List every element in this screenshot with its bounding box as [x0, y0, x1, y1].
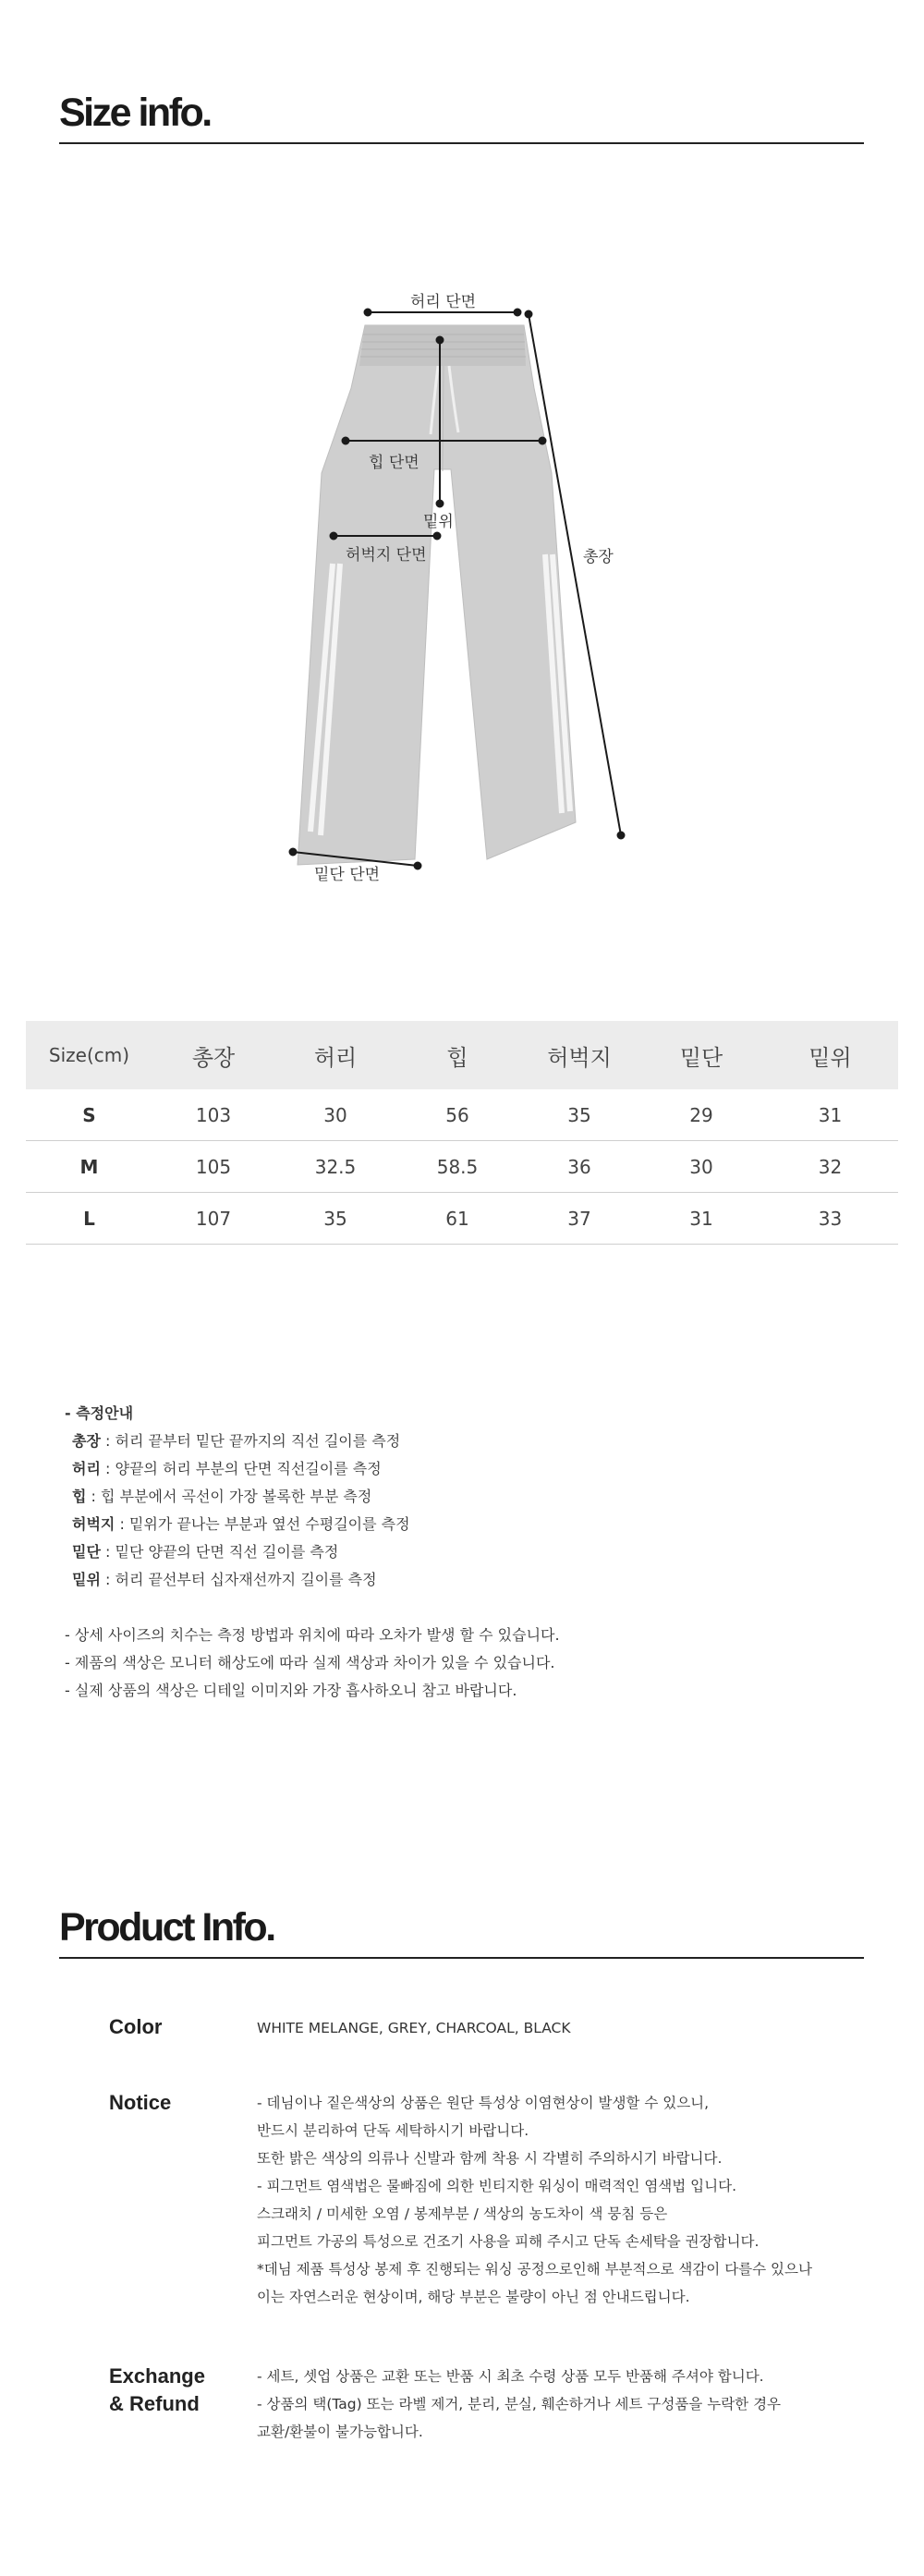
- notice-text: [257, 2089, 812, 2311]
- title-divider: [59, 1957, 864, 1959]
- table-row: [26, 1193, 898, 1245]
- measure-term: 밑위: [72, 1571, 101, 1588]
- table-cell: 32: [762, 1141, 898, 1193]
- waist-label: 허리 단면: [410, 293, 477, 311]
- table-cell: 37: [518, 1193, 640, 1245]
- header-thigh: 허벅지: [518, 1021, 640, 1089]
- header-rise: 밑위: [762, 1021, 898, 1089]
- table-cell: 61: [396, 1193, 518, 1245]
- exchange-label: Exchange: [109, 2364, 205, 2388]
- header-size: Size(cm): [26, 1021, 152, 1089]
- pants-size-diagram: [0, 277, 924, 905]
- measure-item: [65, 1566, 410, 1594]
- table-cell: 103: [152, 1089, 274, 1141]
- table-cell: 58.5: [396, 1141, 518, 1193]
- exchange-line: - 상품의 택(Tag) 또는 라벨 제거, 분리, 분실, 훼손하거나 세트 구성품을 누락한 경우: [257, 2396, 782, 2412]
- exchange-line: 교환/환불이 불가능합니다.: [257, 2424, 423, 2440]
- exchange-text: [257, 2363, 781, 2446]
- size-note: - 실제 상품의 색상은 디테일 이미지와 가장 흡사하오니 참고 바랍니다.: [65, 1682, 517, 1699]
- table-cell: 35: [274, 1193, 396, 1245]
- table-cell: 107: [152, 1193, 274, 1245]
- product-info-title: Product Info.: [59, 1905, 274, 1950]
- table-cell: 31: [640, 1193, 762, 1245]
- title-divider: [59, 142, 864, 144]
- table-cell: 33: [762, 1193, 898, 1245]
- size-table: [26, 1021, 898, 1245]
- size-table-header: [26, 1021, 898, 1089]
- measure-desc: : 허리 끝선부터 십자재선까지 길이를 측정: [100, 1571, 377, 1588]
- table-cell: 56: [396, 1089, 518, 1141]
- measure-desc: : 허리 끝부터 밑단 끝까지의 직선 길이를 측정: [100, 1432, 401, 1450]
- pants-illustration: [0, 277, 924, 905]
- measure-item: [65, 1538, 410, 1566]
- pants-waistband: [359, 325, 526, 366]
- header-hip: 힙: [396, 1021, 518, 1089]
- size-note: - 제품의 색상은 모니터 해상도에 따라 실제 색상과 차이가 있을 수 있습니다.: [65, 1654, 555, 1671]
- notice-line: *데님 제품 특성상 봉제 후 진행되는 워싱 공정으로인해 부분적으로 색감이 다를수 있으나: [257, 2261, 812, 2278]
- table-cell: 105: [152, 1141, 274, 1193]
- measure-desc: : 힙 부분에서 곡선이 가장 볼록한 부분 측정: [86, 1488, 372, 1505]
- color-label: Color: [109, 2015, 163, 2038]
- table-cell: 29: [640, 1089, 762, 1141]
- table-cell: 36: [518, 1141, 640, 1193]
- size-info-title: Size info.: [59, 91, 211, 135]
- notice-line: 스크래치 / 미세한 오염 / 봉제부분 / 색상의 농도차이 색 뭉침 등은: [257, 2205, 668, 2222]
- measure-term: 허리: [72, 1460, 101, 1477]
- thigh-label: 허벅지 단면: [346, 546, 427, 565]
- size-note: - 상세 사이즈의 치수는 측정 방법과 위치에 따라 오차가 발생 할 수 있습니다.: [65, 1626, 560, 1644]
- table-row: [26, 1141, 898, 1193]
- notice-line: 반드시 분리하여 단독 세탁하시기 바랍니다.: [257, 2122, 529, 2139]
- measure-desc: : 밑위가 끝나는 부분과 옆선 수평길이를 측정: [115, 1515, 410, 1533]
- measure-desc: : 밑단 양끝의 단면 직선 길이를 측정: [100, 1543, 339, 1561]
- table-cell: M: [26, 1141, 152, 1193]
- refund-label: & Refund: [109, 2392, 200, 2415]
- header-hem: 밑단: [640, 1021, 762, 1089]
- color-value: WHITE MELANGE, GREY, CHARCOAL, BLACK: [257, 2020, 571, 2036]
- table-cell: 31: [762, 1089, 898, 1141]
- notice-line: 또한 밝은 색상의 의류나 신발과 함께 착용 시 각별히 주의하시기 바랍니다.: [257, 2150, 723, 2167]
- table-row: [26, 1089, 898, 1141]
- measure-guide: [65, 1400, 410, 1594]
- notice-label: Notice: [109, 2091, 172, 2114]
- measure-item: [65, 1511, 410, 1538]
- measure-item: [65, 1483, 410, 1511]
- header-waist: 허리: [274, 1021, 396, 1089]
- hem-label: 밑단 단면: [314, 866, 381, 884]
- exchange-refund-label: [109, 2363, 205, 2418]
- measure-term: 밑단: [72, 1543, 101, 1561]
- notice-line: - 데님이나 짙은색상의 상품은 원단 특성상 이염현상이 발생할 수 있으니,: [257, 2095, 710, 2111]
- header-length: 총장: [152, 1021, 274, 1089]
- table-cell: 30: [274, 1089, 396, 1141]
- notice-line: 피그먼트 가공의 특성으로 건조기 사용을 피해 주시고 단독 손세탁을 권장합니다.: [257, 2233, 760, 2250]
- table-cell: S: [26, 1089, 152, 1141]
- size-notes: [65, 1622, 560, 1705]
- table-cell: L: [26, 1193, 152, 1245]
- measure-term: 힙: [72, 1488, 87, 1505]
- hip-label: 힙 단면: [369, 454, 419, 472]
- measure-item: [65, 1455, 410, 1483]
- length-label: 총장: [583, 548, 614, 566]
- notice-line: - 피그먼트 염색법은 물빠짐에 의한 빈티지한 워싱이 매력적인 염색법 입니다.: [257, 2178, 737, 2194]
- notice-line: 이는 자연스러운 현상이며, 해당 부분은 불량이 아닌 점 안내드립니다.: [257, 2289, 690, 2305]
- rise-label: 밑위: [423, 513, 454, 531]
- exchange-line: - 세트, 셋업 상품은 교환 또는 반품 시 최초 수령 상품 모두 반품해 주셔야 합니다.: [257, 2368, 764, 2385]
- measure-term: 총장: [72, 1432, 101, 1450]
- table-cell: 35: [518, 1089, 640, 1141]
- table-cell: 32.5: [274, 1141, 396, 1193]
- measure-item: [65, 1428, 410, 1455]
- measure-desc: : 양끝의 허리 부분의 단면 직선길이를 측정: [100, 1460, 382, 1477]
- measure-term: 허벅지: [72, 1515, 116, 1533]
- table-cell: 30: [640, 1141, 762, 1193]
- measure-guide-heading: - 측정안내: [65, 1404, 134, 1422]
